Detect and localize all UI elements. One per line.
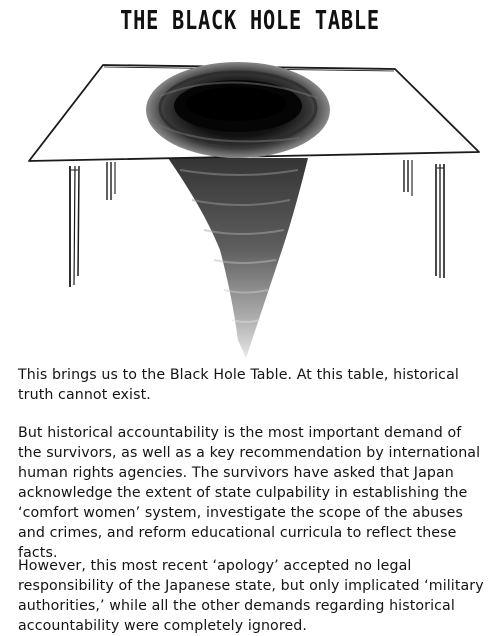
vortex-funnel [168,158,308,358]
page-title: THE BLACK HOLE TABLE [120,6,380,36]
paragraph-intro: This brings us to the Black Hole Table. At this table, historical truth cannot exist. [18,367,459,403]
black-hole [146,62,330,158]
black-hole-table-illustration [0,40,500,370]
paragraph-apology: However, this most recent ‘apology’ accepted no legal responsibility of the Japanese state, but only implicated ‘military authorities,’ while all the other demands regarding historical accountability were completely ignored. [18,558,484,634]
paragraph-accountability: But historical accountability is the most important demand of the survivors, as well as a key recommendation by international human rights agencies. The survivors have asked that Japan acknowledge the extent of state culpability in establishing the ‘comfort women’ system, investigate the scope of the abuses and crimes, and reform educational curricula to reflect these facts. [18,425,481,561]
